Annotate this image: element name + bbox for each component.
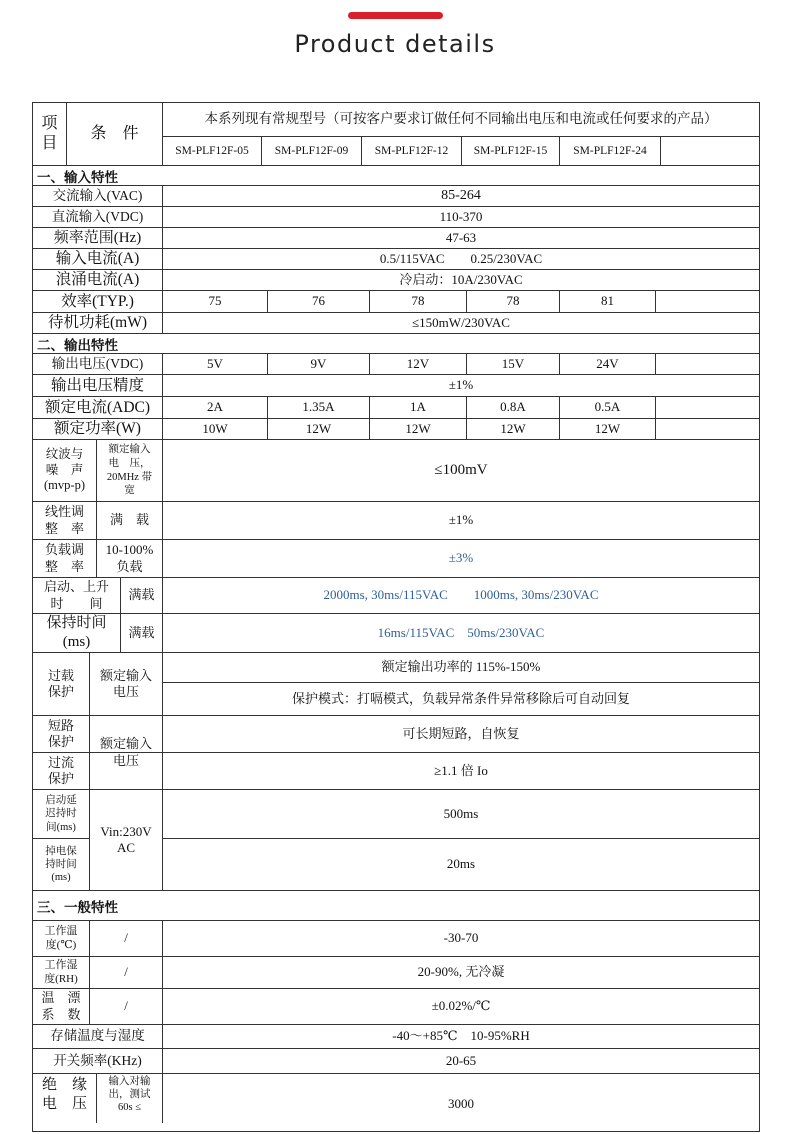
load-regulation-value: ±3% (448, 550, 474, 566)
rated-power-value: 12W (500, 420, 526, 436)
overload-condition: 额定输入 电压 (99, 667, 152, 699)
operating-humidity-value: 20-90%, 无冷凝 (417, 964, 505, 980)
operating-temp-value: -30-70 (443, 930, 479, 946)
line-regulation-label: 线性调 整 率 (44, 504, 84, 536)
startup-delay-value: 500ms (443, 805, 479, 821)
input-current-value: 0.5/115VAC 0.25/230VAC (379, 250, 543, 266)
efficiency-value: 81 (601, 293, 614, 309)
temp-drift-value: ±0.02%/℃ (431, 998, 491, 1014)
isolation-voltage-condition: 输入对输 出，测试 60s ≤ (108, 1076, 151, 1114)
rated-power-label: 额定功率(W) (54, 420, 141, 438)
input-section-title: 一、输入特性 (37, 169, 118, 185)
ripple-noise-label: 纹波与 噪 声 (mvp-p) (44, 447, 85, 493)
rated-current-value: 1.35A (302, 399, 335, 415)
startup-time-label: 启动、上升 时 间 (43, 579, 109, 611)
storage-label: 存储温度与湿度 (50, 1028, 145, 1044)
ac-input-label: 交流输入(VAC) (52, 187, 143, 203)
hold-time-value: 16ms/115VAC 50ms/230VAC (377, 624, 545, 640)
overcurrent-label: 过流 保护 (47, 754, 74, 786)
inrush-current-value: 冷启动：10A/230VAC (399, 271, 523, 287)
isolation-voltage-label: 绝 缘 电 压 (41, 1077, 87, 1112)
operating-humidity-label: 工作湿 度(RH) (44, 958, 78, 985)
switching-freq-value: 20-65 (445, 1052, 477, 1068)
output-voltage-value: 24V (596, 355, 619, 371)
temp-drift-label: 温 漂 系 数 (41, 990, 81, 1022)
hold-time-label: 保持时间 (ms) (46, 615, 107, 650)
input-current-label: 输入电流(A) (55, 250, 140, 268)
line-regulation-condition: 满 载 (109, 512, 149, 528)
output-section-title: 二、输出特性 (37, 337, 118, 353)
overload-label: 过载 保护 (47, 667, 74, 699)
overcurrent-value: ≥1.1 倍 Io (434, 762, 488, 778)
model-name: SM-PLF12F-12 (374, 144, 449, 157)
ripple-noise-condition: 额定输入 电 压， 20MHz 带 宽 (106, 444, 153, 497)
startup-delay-label: 启动延 迟持时 间(ms) (45, 795, 77, 833)
model-name: SM-PLF12F-15 (473, 144, 548, 157)
ac-input-value: 85-264 (441, 188, 481, 204)
output-voltage-value: 5V (207, 355, 223, 371)
short-circuit-value: 可长期短路，自恢复 (402, 725, 520, 741)
vin-condition: Vin:230V AC (100, 823, 152, 855)
inrush-current-label: 浪涌电流(A) (55, 271, 140, 289)
page-title: Product details (294, 30, 496, 58)
standby-power-value: ≤150mW/230VAC (412, 314, 510, 330)
rated-current-value: 0.8A (500, 399, 526, 415)
dc-input-label: 直流输入(VDC) (51, 208, 144, 224)
rated-power-value: 12W (594, 420, 621, 436)
ripple-noise-value: ≤100mV (434, 462, 488, 479)
voltage-accuracy-value: ±1% (448, 377, 474, 393)
operating-temp-label: 工作温 度(℃) (44, 924, 78, 951)
efficiency-value: 75 (208, 293, 222, 309)
col-condition-header: 条 件 (90, 125, 139, 142)
col-item-header: 项 目 (41, 115, 58, 152)
model-name: SM-PLF12F-05 (175, 144, 249, 157)
frequency-label: 频率范围(Hz) (53, 229, 142, 246)
efficiency-value: 78 (411, 293, 425, 309)
rated-power-value: 10W (202, 420, 228, 436)
output-voltage-value: 15V (501, 355, 525, 371)
efficiency-label: 效率(TYP.) (61, 292, 134, 310)
load-regulation-condition: 10-100% 负载 (105, 542, 154, 574)
rated-current-value: 0.5A (594, 399, 621, 415)
temp-drift-condition: / (124, 998, 128, 1014)
isolation-voltage-value: 3000 (448, 1095, 474, 1111)
hold-time-condition: 满载 (128, 624, 155, 640)
header-accent-bar (348, 12, 443, 19)
rated-power-value: 12W (305, 420, 332, 436)
output-voltage-value: 9V (310, 355, 327, 371)
rated-power-value: 12W (405, 420, 431, 436)
rated-current-label: 额定电流(ADC) (44, 398, 151, 416)
operating-humidity-condition: / (124, 964, 128, 980)
protection-condition: 额定输入 电压 (99, 736, 152, 768)
model-name: SM-PLF12F-09 (274, 144, 349, 157)
storage-value: -40～+85℃ 10-95%RH (392, 1028, 530, 1044)
operating-temp-condition: / (124, 930, 128, 946)
frequency-value: 47-63 (445, 229, 477, 245)
model-intro: 本系列现有常规型号（可按客户要求订做任何不同输出电压和电流或任何要求的产品） (204, 111, 718, 127)
general-section-title: 三、一般特性 (37, 899, 118, 915)
output-voltage-label: 输出电压(VDC) (51, 355, 144, 371)
rated-current-value: 2A (207, 399, 223, 415)
rated-current-value: 1A (410, 399, 426, 415)
efficiency-value: 78 (506, 293, 520, 309)
startup-time-value: 2000ms, 30ms/115VAC 1000ms, 30ms/230VAC (323, 587, 599, 603)
startup-time-condition: 满载 (128, 587, 155, 603)
short-circuit-label: 短路 保护 (47, 717, 74, 749)
model-name: SM-PLF12F-24 (573, 144, 647, 157)
load-regulation-label: 负载调 整 率 (44, 542, 84, 574)
power-down-hold-value: 20ms (446, 856, 476, 872)
line-regulation-value: ±1% (448, 512, 474, 528)
dc-input-value: 110-370 (439, 208, 483, 224)
output-voltage-value: 12V (406, 355, 430, 371)
standby-power-label: 待机功耗(mW) (47, 314, 147, 332)
efficiency-value: 76 (312, 293, 325, 309)
power-down-hold-label: 掉电保 持时间 (ms) (45, 845, 77, 884)
switching-freq-label: 开关频率(KHz) (53, 1052, 142, 1068)
overload-value-mode: 保护模式：打嗝模式，负载异常条件异常移除后可自动回复 (291, 690, 630, 706)
voltage-accuracy-label: 输出电压精度 (50, 376, 144, 394)
overload-value-range: 额定输出功率的 115%-150% (381, 659, 541, 675)
